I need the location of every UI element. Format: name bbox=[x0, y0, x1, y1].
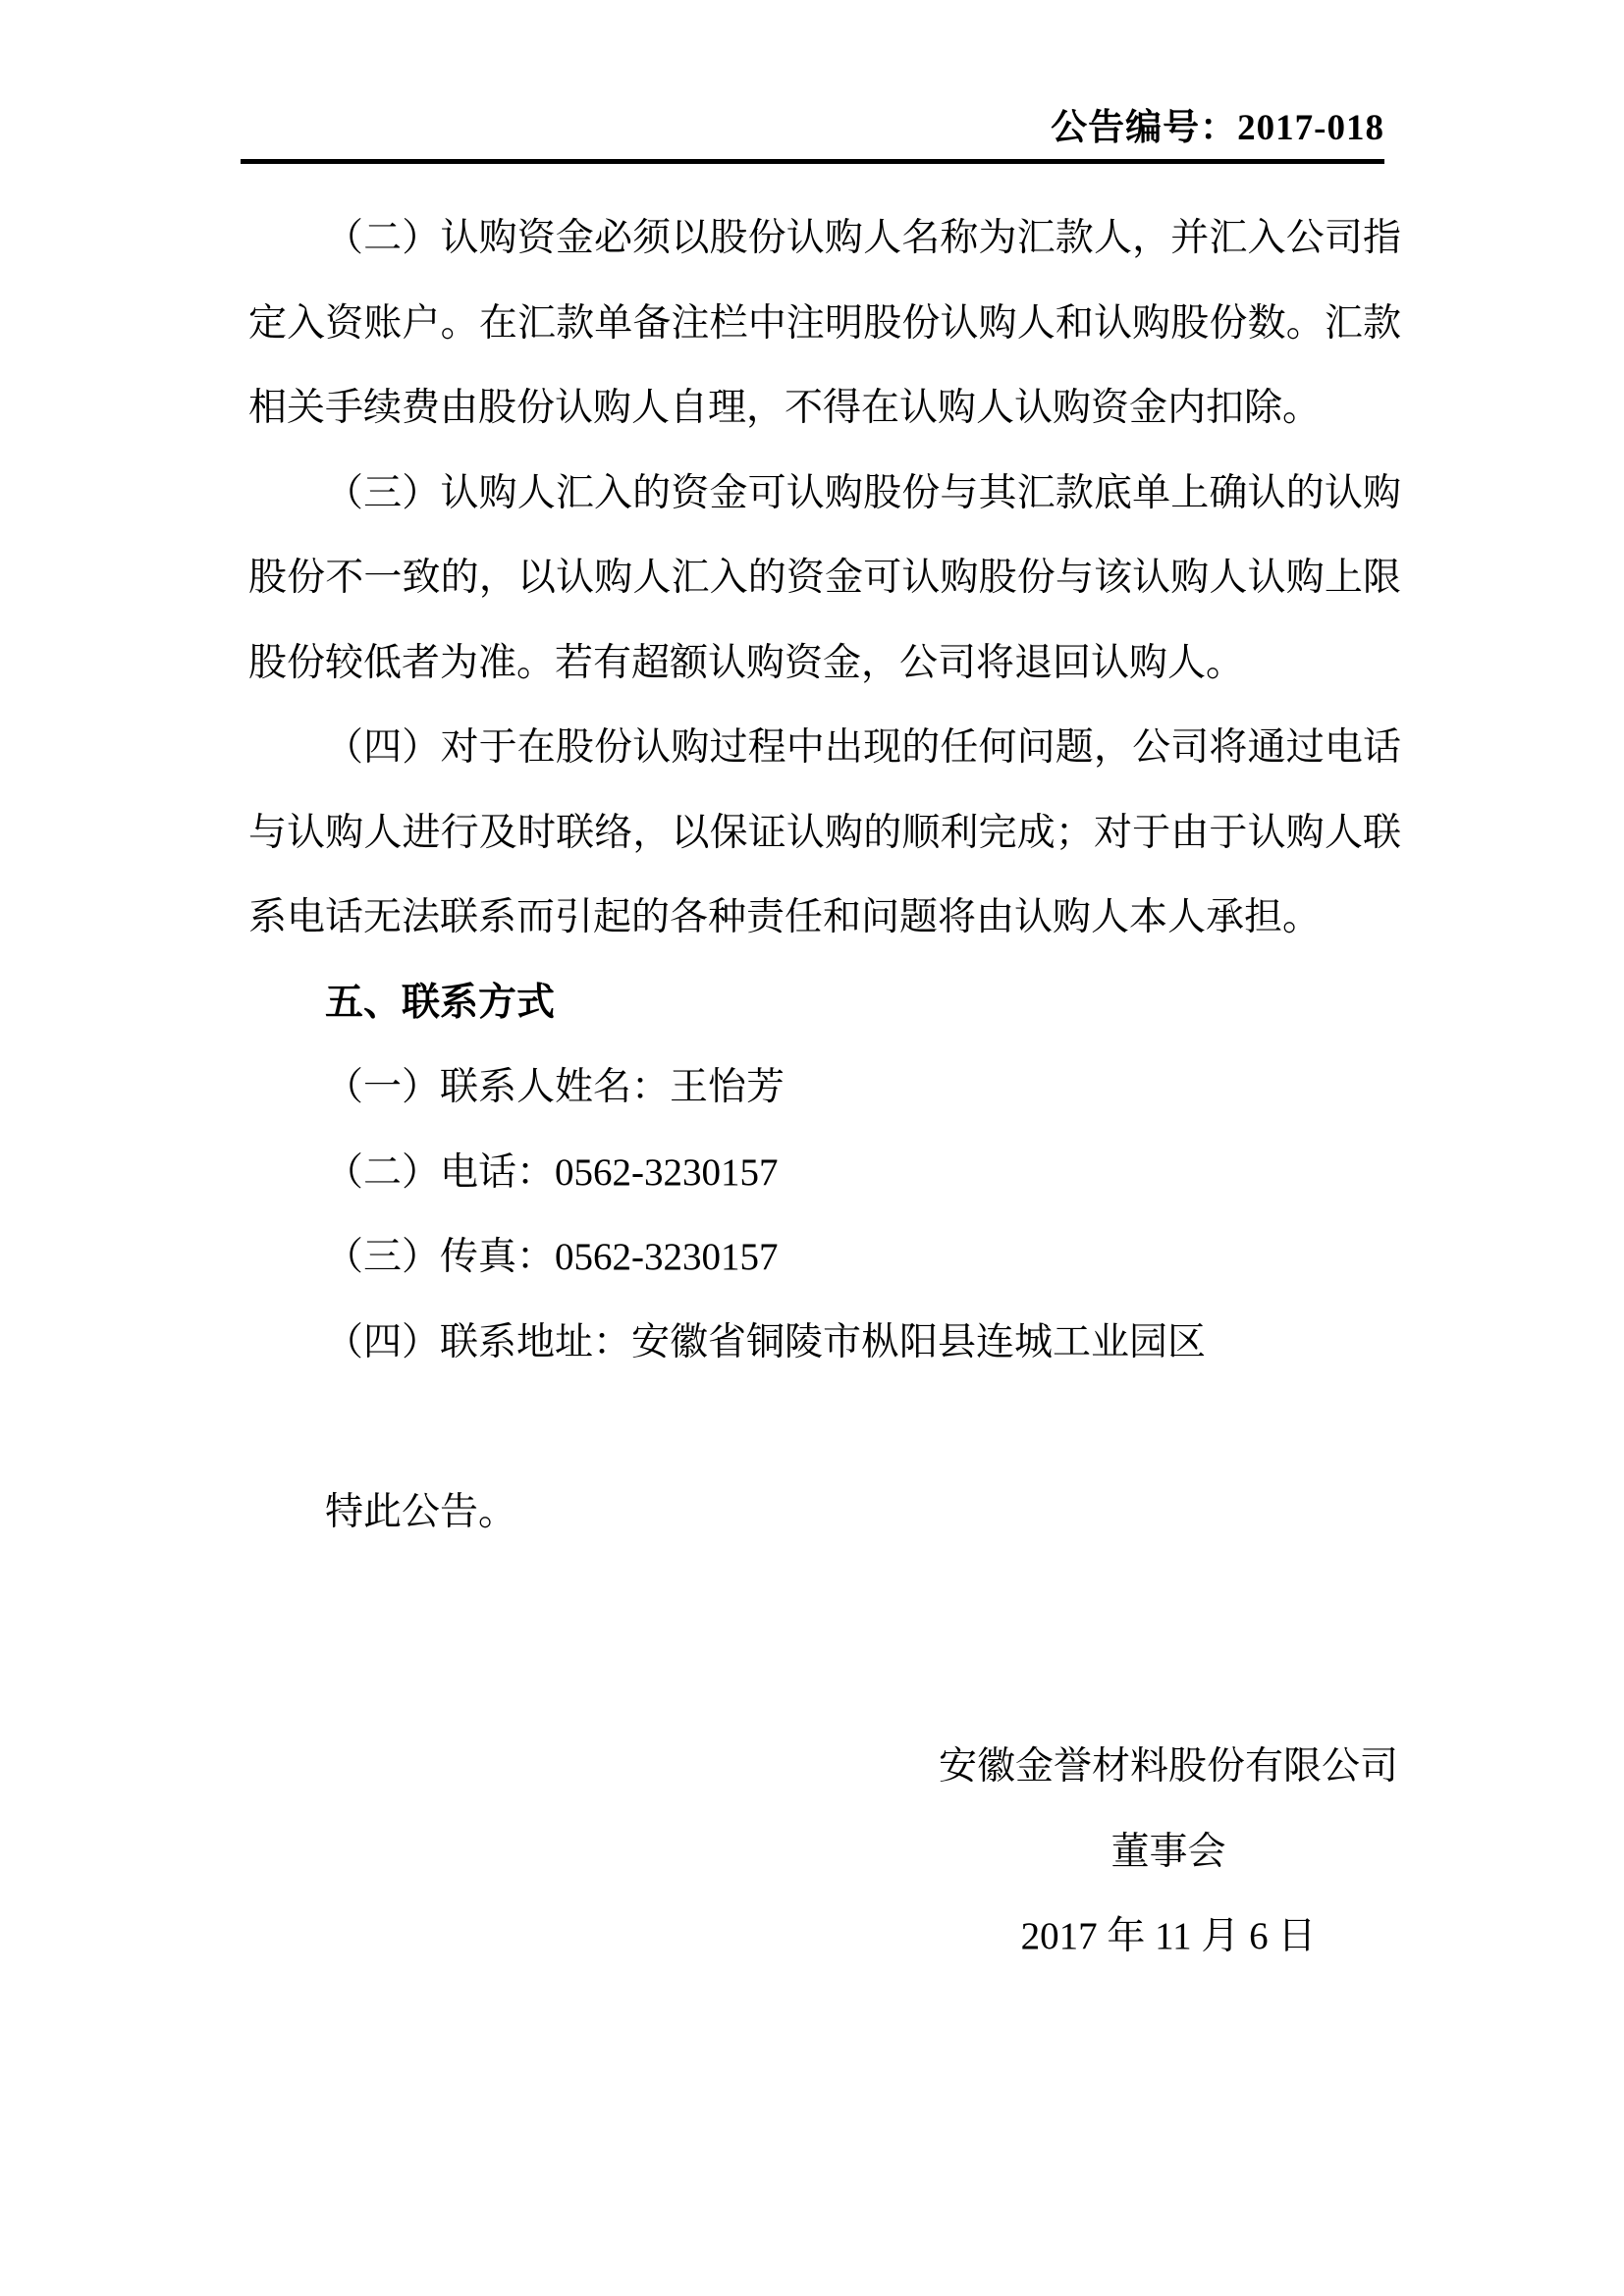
contact-item-fax: （三）传真：0562-3230157 bbox=[325, 1236, 779, 1278]
blank-line bbox=[248, 1385, 1401, 1470]
closing-statement: 特此公告。 bbox=[325, 1490, 517, 1533]
signature-block bbox=[923, 1725, 1414, 1980]
board-of-directors-label: 董事会 bbox=[1110, 1830, 1226, 1873]
document-body bbox=[248, 196, 1401, 1980]
contact-item-phone: （二）电话：0562-3230157 bbox=[325, 1150, 779, 1194]
contact-item-name: （一）联系人姓名：王怡芳 bbox=[325, 1066, 785, 1108]
paragraph-amount-mismatch: （三）认购人汇入的资金可认购股份与其汇款底单上确认的认购股份不一致的，以认购人汇入的资金可认购股份与该认购人认购上限股份较低者为准。若有超额认购资金，公司将退回认购人。 bbox=[248, 471, 1401, 684]
paragraph-problem-contact: （四）对于在股份认购过程中出现的任何问题，公司将通过电话与认购人进行及时联络，以保证认购的顺利完成；对于由于认购人联系电话无法联系而引起的各种责任和问题将由认购人本人承担。 bbox=[248, 726, 1401, 938]
header-divider-line bbox=[241, 159, 1384, 164]
paragraph-subscription-funds: （二）认购资金必须以股份认购人名称为汇款人，并汇入公司指定入资账户。在汇款单备注栏中注明股份认购人和认购股份数。汇款相关手续费由股份认购人自理，不得在认购人认购资金内扣除。 bbox=[248, 217, 1401, 429]
section-heading-contact-info: 五、联系方式 bbox=[325, 981, 556, 1024]
blank-lines bbox=[248, 1555, 1401, 1725]
announcement-date: 2017 年 11 月 6 日 bbox=[1020, 1915, 1317, 1957]
contact-item-address: （四）联系地址：安徽省铜陵市枞阳县连城工业园区 bbox=[325, 1320, 1207, 1363]
company-name: 安徽金誉材料股份有限公司 bbox=[938, 1745, 1398, 1788]
doc-number: 公告编号：2017-018 bbox=[1051, 108, 1384, 148]
